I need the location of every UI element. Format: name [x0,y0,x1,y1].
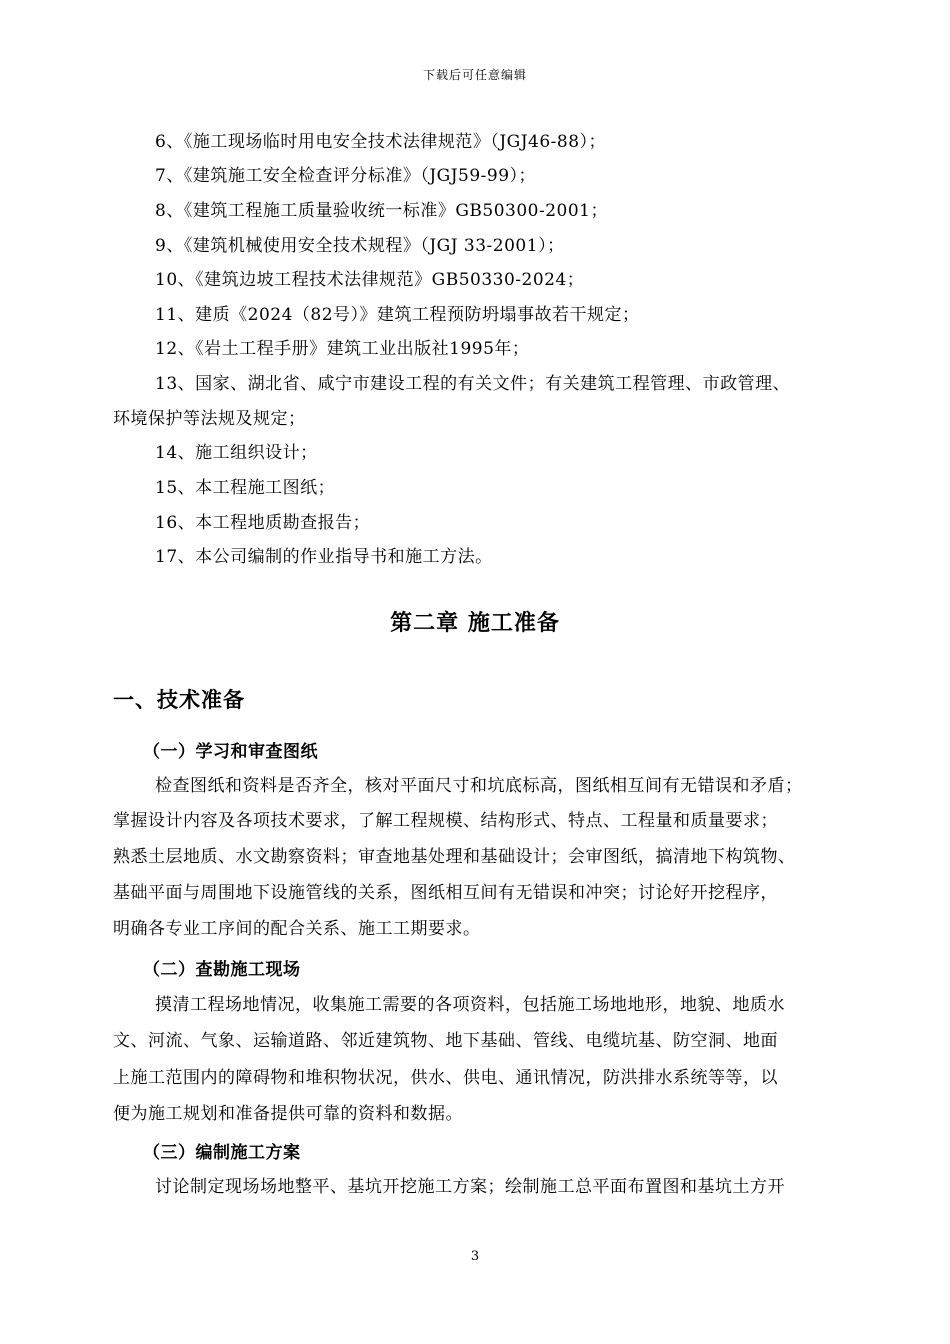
reference-item: 15、本工程施工图纸； [155,478,336,498]
paragraph-line: 文、河流、气象、运输道路、邻近建筑物、地下基础、管线、电缆坑基、防空洞、地面 [113,1031,778,1051]
paragraph-line: 明确各专业工序间的配合关系、施工工期要求。 [113,919,481,939]
paragraph-line: 讨论制定现场场地整平、基坑开挖施工方案；绘制施工总平面布置图和基坑土方开 [155,1177,785,1197]
subsection-title: （二）查勘施工现场 [143,960,301,980]
paragraph-line: 便为施工规划和准备提供可靠的资料和数据。 [113,1104,463,1124]
paragraph-line: 掌握设计内容及各项技术要求，了解工程规模、结构形式、特点、工程量和质量要求； [113,811,778,831]
paragraph-line: 基础平面与周围地下设施管线的关系，图纸相互间有无错误和冲突；讨论好开挖程序， [113,883,778,903]
reference-item: 11、建质《2024（82号）》建筑工程预防坍塌事故若干规定； [155,305,640,325]
page-number: 3 [470,1249,480,1264]
paragraph-line: 摸清工程场地情况，收集施工需要的各项资料，包括施工场地地形，地貌、地质水 [155,995,785,1015]
reference-item: 12、《岩土工程手册》建筑工业出版社1995年； [155,339,530,359]
reference-item-continuation: 环境保护等法规及规定； [113,409,306,429]
section-title: 一、技术准备 [113,688,245,712]
page-header: 下载后可任意编辑 [422,68,527,82]
reference-item: 16、本工程地质勘查报告； [155,513,371,533]
reference-item: 17、本公司编制的作业指导书和施工方法。 [155,547,493,567]
subsection-title: （三）编制施工方案 [143,1143,301,1163]
paragraph-line: 熟悉土层地质、水文勘察资料；审查地基处理和基础设计；会审图纸，搞清地下构筑物、 [113,847,796,867]
paragraph-line: 检查图纸和资料是否齐全，核对平面尺寸和坑底标高，图纸相互间有无错误和矛盾； [155,776,803,796]
reference-item: 7、《建筑施工安全检查评分标准》（JGJ59-99）； [155,166,537,186]
reference-item: 13、国家、湖北省、咸宁市建设工程的有关文件；有关建筑工程管理、市政管理、 [155,374,791,394]
subsection-title: （一）学习和审查图纸 [143,742,318,762]
reference-item: 10、《建筑边坡工程技术法律规范》GB50330-2024； [155,270,585,290]
reference-item: 14、施工组织设计； [155,443,318,463]
reference-item: 6、《施工现场临时用电安全技术法律规范》（JGJ46-88）； [155,132,607,152]
chapter-title: 第二章 施工准备 [390,611,560,636]
reference-item: 9、《建筑机械使用安全技术规程》（JGJ 33-2001）； [155,236,565,256]
paragraph-line: 上施工范围内的障碍物和堆积物状况，供水、供电、通讯情况，防洪排水系统等等，以 [113,1068,778,1088]
reference-item: 8、《建筑工程施工质量验收统一标准》GB50300-2001； [155,201,608,221]
